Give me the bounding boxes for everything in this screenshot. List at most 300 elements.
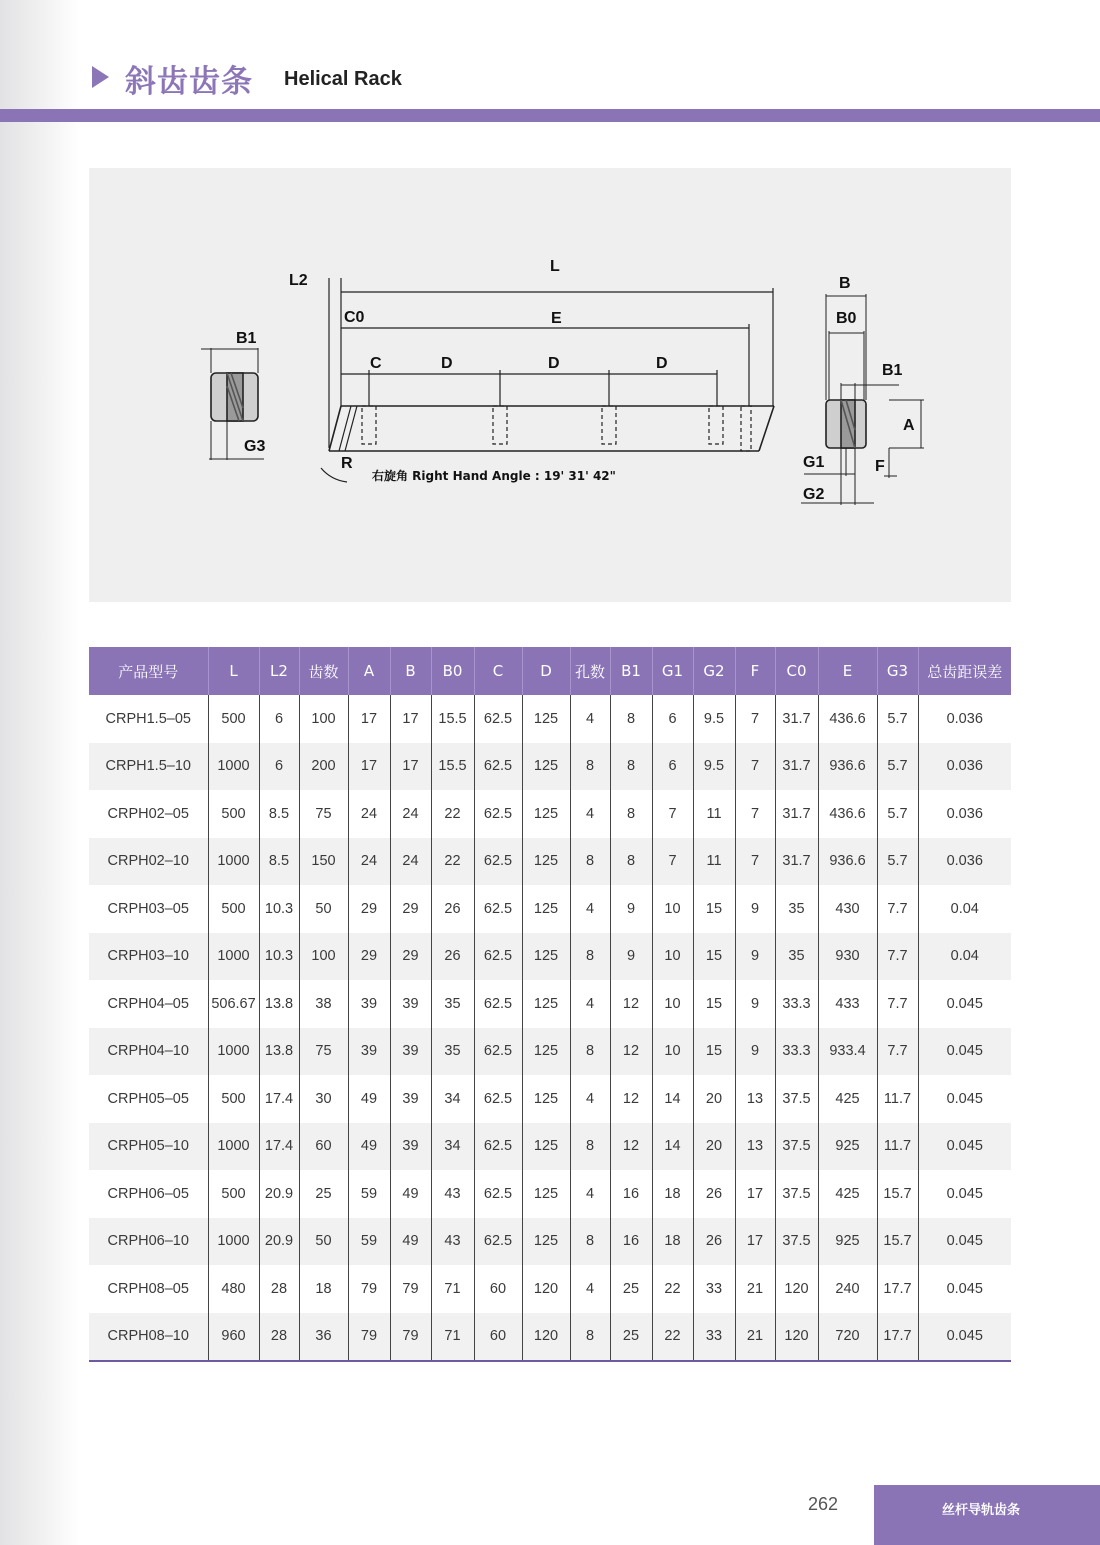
table-cell: 62.5 (474, 885, 522, 933)
table-cell: 31.7 (775, 695, 818, 743)
table-row (89, 933, 1011, 981)
table-cell: 120 (775, 1265, 818, 1313)
table-cell: 13 (735, 1123, 775, 1171)
table-cell: 49 (390, 1170, 431, 1218)
table-cell: 8 (610, 695, 652, 743)
table-cell: 35 (431, 980, 474, 1028)
table-cell: 7 (735, 695, 775, 743)
table-row (89, 695, 1011, 743)
table-cell: 9.5 (693, 695, 735, 743)
table-cell: 6 (259, 743, 299, 791)
table-cell: 4 (570, 695, 610, 743)
model-cell: CRPH04–05 (107, 995, 189, 1012)
table-row (89, 1028, 1011, 1076)
label-d3: D (656, 355, 668, 372)
table-cell: 7 (652, 838, 693, 886)
table-cell: 62.5 (474, 1075, 522, 1123)
table-cell: 59 (348, 1170, 390, 1218)
table-cell: 22 (431, 838, 474, 886)
table-cell: 75 (299, 790, 348, 838)
table-cell: 925 (818, 1218, 877, 1266)
table-cell: 36 (299, 1313, 348, 1362)
table-cell: 79 (390, 1265, 431, 1313)
table-cell: 9 (735, 885, 775, 933)
table-cell: 31.7 (775, 838, 818, 886)
table-cell: 0.045 (918, 1028, 1011, 1076)
table-cell: 8 (570, 838, 610, 886)
column-header: 产品型号 (89, 647, 208, 695)
table-cell: 79 (348, 1313, 390, 1362)
table-cell: 50 (299, 1218, 348, 1266)
table-cell: 9 (735, 1028, 775, 1076)
table-cell: 15.5 (431, 743, 474, 791)
table-cell: 425 (818, 1170, 877, 1218)
table-cell: 8 (610, 790, 652, 838)
table-cell: 15.7 (877, 1170, 918, 1218)
table-cell: 5.7 (877, 790, 918, 838)
table-cell: 62.5 (474, 790, 522, 838)
table-cell: 8 (570, 1028, 610, 1076)
table-cell: 500 (208, 1170, 259, 1218)
table-row (89, 885, 1011, 933)
table-cell: 14 (652, 1123, 693, 1171)
table-row (89, 743, 1011, 791)
table-cell: 62.5 (474, 695, 522, 743)
table-cell: 1000 (208, 1218, 259, 1266)
page-title-en: Helical Rack (284, 68, 402, 90)
table-cell: 12 (610, 1075, 652, 1123)
table-cell: 1000 (208, 1028, 259, 1076)
table-cell: 24 (348, 790, 390, 838)
table-cell: 7 (735, 743, 775, 791)
column-header: L2 (259, 647, 299, 695)
table-cell: 43 (431, 1218, 474, 1266)
model-cell: CRPH03–10 (89, 933, 208, 981)
model-cell: CRPH1.5–05 (105, 710, 191, 727)
column-header: L (208, 647, 259, 695)
table-cell: 8 (610, 743, 652, 791)
section-tab-label: 丝杆导轨齿条 (942, 1503, 1021, 1518)
label-b1-left: B1 (236, 330, 257, 347)
spec-table-wrapper (89, 647, 1011, 1362)
table-cell: 9 (735, 933, 775, 981)
table-cell: 7 (735, 790, 775, 838)
table-cell: 20 (693, 1075, 735, 1123)
table-cell: 62.5 (474, 1218, 522, 1266)
column-header: F (735, 647, 775, 695)
table-cell: 0.045 (918, 980, 1011, 1028)
table-cell: 33 (693, 1265, 735, 1313)
table-cell: 17.7 (877, 1265, 918, 1313)
table-cell: 936.6 (818, 743, 877, 791)
model-cell: CRPH05–05 (107, 1090, 189, 1107)
table-cell: 15 (693, 1028, 735, 1076)
table-cell: 0.045 (918, 1313, 1011, 1362)
model-cell: CRPH02–10 (89, 838, 208, 886)
table-cell: 1000 (208, 743, 259, 791)
table-cell: 7 (652, 790, 693, 838)
column-header: G3 (877, 647, 918, 695)
table-cell: 20.9 (259, 1170, 299, 1218)
table-cell: 31.7 (775, 790, 818, 838)
label-e: E (551, 310, 562, 327)
table-cell: 15.7 (877, 1218, 918, 1266)
table-cell: 7.7 (877, 885, 918, 933)
label-b: B (839, 275, 851, 292)
label-c0: C0 (344, 309, 365, 326)
table-cell: 10 (652, 980, 693, 1028)
table-cell: 925 (818, 1123, 877, 1171)
table-cell: 125 (522, 695, 570, 743)
model-cell: CRPH1.5–10 (89, 743, 208, 791)
table-cell: 120 (522, 1313, 570, 1362)
table-cell: 20 (693, 1123, 735, 1171)
label-a: A (903, 417, 915, 434)
table-cell: 29 (390, 933, 431, 981)
table-cell: 62.5 (474, 838, 522, 886)
table-cell: 25 (610, 1313, 652, 1362)
table-cell: 430 (818, 885, 877, 933)
table-cell: 30 (299, 1075, 348, 1123)
table-cell: 29 (390, 885, 431, 933)
table-cell: 125 (522, 743, 570, 791)
table-row (89, 1123, 1011, 1171)
table-cell: 37.5 (775, 1170, 818, 1218)
table-cell: 26 (431, 885, 474, 933)
table-cell: 10 (652, 885, 693, 933)
table-cell: 4 (570, 1075, 610, 1123)
table-cell: 125 (522, 885, 570, 933)
table-cell: 29 (348, 885, 390, 933)
table-cell: 17 (348, 695, 390, 743)
table-cell: 15 (693, 980, 735, 1028)
table-cell: 7 (735, 838, 775, 886)
table-row (89, 1170, 1011, 1218)
column-header: E (818, 647, 877, 695)
table-cell: 8 (570, 933, 610, 981)
table-cell: 8.5 (259, 838, 299, 886)
table-cell: 75 (299, 1028, 348, 1076)
table-cell: 8 (610, 838, 652, 886)
angle-note: 右旋角 Right Hand Angle : 19' 31' 42" (372, 469, 616, 483)
table-cell: 62.5 (474, 980, 522, 1028)
table-cell: 120 (775, 1313, 818, 1362)
table-cell: 35 (775, 933, 818, 981)
table-cell: 49 (390, 1218, 431, 1266)
table-cell: 1000 (208, 1123, 259, 1171)
table-cell: 11 (693, 838, 735, 886)
table-cell: 11.7 (877, 1123, 918, 1171)
table-cell: 34 (431, 1075, 474, 1123)
table-cell: 0.036 (918, 695, 1011, 743)
column-header: C (474, 647, 522, 695)
column-header: B (390, 647, 431, 695)
table-cell: 20.9 (259, 1218, 299, 1266)
table-cell: 17.4 (259, 1123, 299, 1171)
table-cell: 8 (570, 743, 610, 791)
table-cell: 436.6 (818, 790, 877, 838)
table-cell: 0.045 (918, 1265, 1011, 1313)
label-l: L (550, 258, 560, 275)
model-cell: CRPH08–05 (107, 1280, 189, 1297)
table-cell: 26 (693, 1218, 735, 1266)
column-header: G2 (693, 647, 735, 695)
table-cell: 37.5 (775, 1123, 818, 1171)
table-cell: 13.8 (259, 980, 299, 1028)
table-cell: 35 (431, 1028, 474, 1076)
table-cell: 59 (348, 1218, 390, 1266)
table-cell: 4 (570, 980, 610, 1028)
table-cell: 125 (522, 790, 570, 838)
table-cell: 60 (299, 1123, 348, 1171)
table-cell: 100 (299, 695, 348, 743)
table-cell: 500 (208, 790, 259, 838)
table-cell: 500 (208, 885, 259, 933)
label-g1: G1 (803, 454, 825, 471)
table-cell: 39 (390, 980, 431, 1028)
table-cell: 4 (570, 1265, 610, 1313)
table-cell: 24 (348, 838, 390, 886)
table-cell: 39 (390, 1075, 431, 1123)
table-cell: 22 (652, 1313, 693, 1362)
table-cell: 125 (522, 1123, 570, 1171)
table-cell: 28 (259, 1265, 299, 1313)
table-cell: 9.5 (693, 743, 735, 791)
table-cell: 930 (818, 933, 877, 981)
table-cell: 0.036 (918, 790, 1011, 838)
model-cell: CRPH05–10 (89, 1123, 208, 1171)
table-cell: 0.045 (918, 1218, 1011, 1266)
table-cell: 21 (735, 1313, 775, 1362)
table-cell: 11 (693, 790, 735, 838)
column-header: G1 (652, 647, 693, 695)
page-title-cn: 斜齿齿条 (125, 64, 253, 100)
table-cell: 8 (570, 1123, 610, 1171)
table-cell: 18 (299, 1265, 348, 1313)
label-d2: D (548, 355, 560, 372)
table-cell: 125 (522, 933, 570, 981)
table-cell: 125 (522, 1075, 570, 1123)
column-header: 孔数 (570, 647, 610, 695)
table-cell: 7.7 (877, 1028, 918, 1076)
table-cell: 31.7 (775, 743, 818, 791)
table-cell: 10 (652, 933, 693, 981)
table-cell: 18 (652, 1218, 693, 1266)
table-cell: 6 (652, 695, 693, 743)
column-header: 总齿距误差 (918, 647, 1011, 695)
table-row (89, 838, 1011, 886)
table-cell: 936.6 (818, 838, 877, 886)
table-cell: 24 (390, 838, 431, 886)
table-cell: 5.7 (877, 695, 918, 743)
table-cell: 10.3 (259, 933, 299, 981)
label-d1: D (441, 355, 453, 372)
table-cell: 35 (775, 885, 818, 933)
table-cell: 28 (259, 1313, 299, 1362)
table-cell: 150 (299, 838, 348, 886)
table-cell: 17 (390, 743, 431, 791)
column-header: D (522, 647, 570, 695)
table-row (89, 1265, 1011, 1313)
table-cell: 125 (522, 1170, 570, 1218)
table-cell: 17 (348, 743, 390, 791)
column-header: 齿数 (299, 647, 348, 695)
section-tab (874, 1485, 1100, 1545)
table-cell: 0.04 (918, 885, 1011, 933)
table-cell: 39 (390, 1123, 431, 1171)
table-cell: 25 (610, 1265, 652, 1313)
table-cell: 4 (570, 790, 610, 838)
table-cell: 720 (818, 1313, 877, 1362)
table-cell: 39 (348, 980, 390, 1028)
table-cell: 4 (570, 1170, 610, 1218)
table-cell: 71 (431, 1265, 474, 1313)
table-cell: 79 (348, 1265, 390, 1313)
table-cell: 9 (610, 933, 652, 981)
table-cell: 0.036 (918, 743, 1011, 791)
technical-drawing (89, 168, 1011, 602)
table-cell: 0.045 (918, 1123, 1011, 1171)
table-cell: 0.045 (918, 1170, 1011, 1218)
model-cell: CRPH06–10 (89, 1218, 208, 1266)
table-cell: 15 (693, 885, 735, 933)
table-cell: 0.036 (918, 838, 1011, 886)
table-cell: 8 (570, 1218, 610, 1266)
table-header-row (89, 647, 1011, 695)
column-header: B1 (610, 647, 652, 695)
table-cell: 18 (652, 1170, 693, 1218)
spec-table (89, 647, 1011, 1362)
table-cell: 12 (610, 980, 652, 1028)
header-bar (0, 109, 1100, 122)
table-cell: 125 (522, 1218, 570, 1266)
table-row (89, 1313, 1011, 1362)
table-cell: 37.5 (775, 1218, 818, 1266)
left-margin-shade (0, 0, 80, 1545)
table-cell: 500 (208, 695, 259, 743)
table-cell: 17.4 (259, 1075, 299, 1123)
table-cell: 62.5 (474, 743, 522, 791)
table-cell: 13 (735, 1075, 775, 1123)
table-row (89, 1075, 1011, 1123)
table-cell: 12 (610, 1028, 652, 1076)
table-cell: 21 (735, 1265, 775, 1313)
table-cell: 29 (348, 933, 390, 981)
model-cell: CRPH02–05 (107, 805, 189, 822)
table-cell: 240 (818, 1265, 877, 1313)
table-cell: 500 (208, 1075, 259, 1123)
table-cell: 26 (693, 1170, 735, 1218)
table-cell: 15 (693, 933, 735, 981)
table-cell: 39 (390, 1028, 431, 1076)
table-cell: 62.5 (474, 1028, 522, 1076)
table-body (89, 695, 1011, 1361)
label-r: R (341, 455, 353, 472)
table-cell: 62.5 (474, 1170, 522, 1218)
table-cell: 125 (522, 1028, 570, 1076)
table-cell: 960 (208, 1313, 259, 1362)
table-cell: 17 (390, 695, 431, 743)
label-l2: L2 (289, 272, 308, 289)
table-cell: 1000 (208, 838, 259, 886)
table-cell: 125 (522, 980, 570, 1028)
table-cell: 506.67 (208, 980, 259, 1028)
table-cell: 24 (390, 790, 431, 838)
table-cell: 200 (299, 743, 348, 791)
table-cell: 425 (818, 1075, 877, 1123)
model-cell: CRPH08–10 (89, 1313, 208, 1362)
table-cell: 9 (735, 980, 775, 1028)
table-cell: 33.3 (775, 1028, 818, 1076)
model-cell: CRPH04–10 (89, 1028, 208, 1076)
model-cell: CRPH03–05 (107, 900, 189, 917)
table-cell: 100 (299, 933, 348, 981)
table-cell: 60 (474, 1265, 522, 1313)
table-cell: 13.8 (259, 1028, 299, 1076)
table-cell: 0.04 (918, 933, 1011, 981)
table-cell: 12 (610, 1123, 652, 1171)
table-cell: 6 (259, 695, 299, 743)
table-cell: 17 (735, 1218, 775, 1266)
table-cell: 11.7 (877, 1075, 918, 1123)
table-cell: 15.5 (431, 695, 474, 743)
table-cell: 38 (299, 980, 348, 1028)
table-row (89, 790, 1011, 838)
table-cell: 17.7 (877, 1313, 918, 1362)
table-cell: 33.3 (775, 980, 818, 1028)
table-cell: 39 (348, 1028, 390, 1076)
table-cell: 4 (570, 885, 610, 933)
table-cell: 7.7 (877, 933, 918, 981)
table-cell: 16 (610, 1170, 652, 1218)
table-cell: 79 (390, 1313, 431, 1362)
table-cell: 14 (652, 1075, 693, 1123)
table-cell: 16 (610, 1218, 652, 1266)
table-cell: 436.6 (818, 695, 877, 743)
table-cell: 5.7 (877, 743, 918, 791)
table-row (89, 1218, 1011, 1266)
rack-drawing-svg (89, 168, 1011, 602)
table-cell: 60 (474, 1313, 522, 1362)
column-header: C0 (775, 647, 818, 695)
label-f: F (875, 458, 885, 475)
table-cell: 120 (522, 1265, 570, 1313)
table-cell: 26 (431, 933, 474, 981)
table-cell: 8 (570, 1313, 610, 1362)
table-cell: 43 (431, 1170, 474, 1218)
table-cell: 33 (693, 1313, 735, 1362)
table-cell: 8.5 (259, 790, 299, 838)
table-cell: 1000 (208, 933, 259, 981)
page-header (0, 0, 1100, 125)
table-cell: 25 (299, 1170, 348, 1218)
table-cell: 9 (610, 885, 652, 933)
table-cell: 22 (652, 1265, 693, 1313)
model-cell: CRPH06–05 (107, 1185, 189, 1202)
table-cell: 62.5 (474, 1123, 522, 1171)
table-cell: 10 (652, 1028, 693, 1076)
table-cell: 933.4 (818, 1028, 877, 1076)
table-cell: 34 (431, 1123, 474, 1171)
table-cell: 0.045 (918, 1075, 1011, 1123)
table-cell: 125 (522, 838, 570, 886)
table-cell: 17 (735, 1170, 775, 1218)
table-cell: 10.3 (259, 885, 299, 933)
label-g3: G3 (244, 438, 266, 455)
table-cell: 49 (348, 1123, 390, 1171)
page-number: 262 (808, 1494, 839, 1514)
table-cell: 5.7 (877, 838, 918, 886)
